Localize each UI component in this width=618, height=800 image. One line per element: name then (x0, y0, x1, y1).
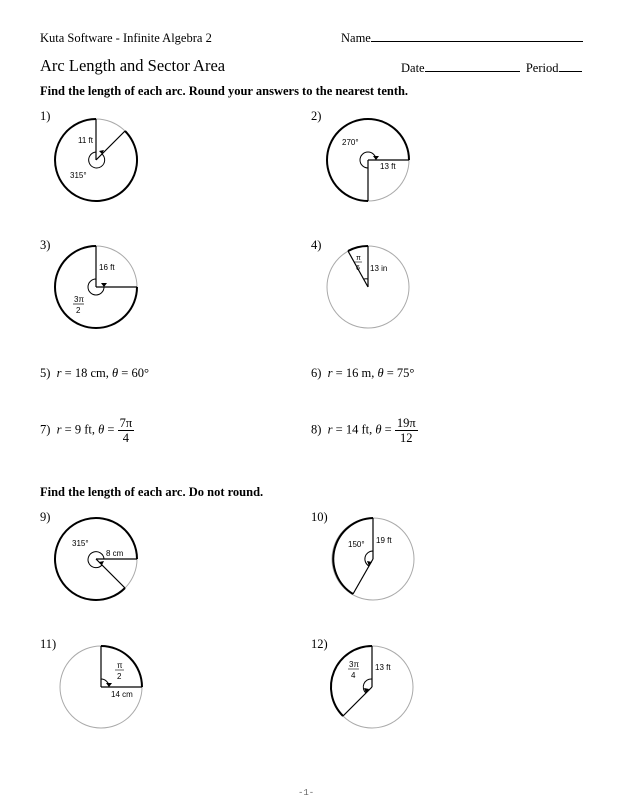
problem-number: 3) (40, 238, 51, 252)
radius-label: 14 cm (111, 690, 133, 699)
angle-numerator: π (356, 255, 361, 262)
section1-instruction: Find the length of each arc. Round your answers to the nearest tenth. (40, 84, 409, 98)
problem-number: 1) (40, 109, 51, 123)
problem-5: 5) r = 18 cm, θ = 60° (40, 366, 149, 380)
angle-numerator: 3π (349, 660, 359, 669)
problem-number: 11) (40, 637, 57, 651)
angle-label: 270° (342, 138, 359, 147)
angle-denominator: 2 (117, 672, 122, 681)
angle-label: 315° (72, 539, 89, 548)
problem-number: 9) (40, 510, 51, 524)
angle-denominator: 4 (351, 671, 356, 680)
page-title: Arc Length and Sector Area (40, 56, 226, 75)
radius-label: 13 in (370, 264, 388, 273)
angle-fraction: $\frac{19\pi}{12}$ (396, 416, 416, 445)
angle-denominator: 6 (356, 265, 360, 272)
software-label: Kuta Software - Infinite Algebra 2 (40, 31, 212, 45)
angle-fraction: $\frac{7\pi}{4}$ (119, 416, 133, 445)
angle-label: 315° (70, 171, 87, 180)
angle-label: 150° (348, 540, 365, 549)
problem-number: 2) (311, 109, 322, 123)
problem-8: 8) r = 14 ft, θ = $\frac{19\pi}{12}$ (311, 416, 416, 445)
radius-label: 8 cm (106, 549, 124, 558)
problem-number: 4) (311, 238, 322, 252)
name-label: Name (341, 31, 371, 45)
radius-label: 19 ft (376, 536, 392, 545)
radius-label: 16 ft (99, 263, 115, 272)
problem-number: 12) (311, 637, 328, 651)
period-label: Period (525, 61, 559, 75)
radius-label: 13 ft (380, 162, 396, 171)
radius-label: 11 ft (78, 136, 93, 145)
problem-number: 10) (311, 510, 328, 524)
date-label: Date (401, 61, 425, 75)
problem-6: 6) r = 16 m, θ = 75° (311, 366, 415, 380)
section2-instruction: Find the length of each arc. Do not round. (40, 485, 264, 499)
page-number: -1- (298, 788, 315, 798)
radius-label: 13 ft (375, 663, 391, 672)
problem-7: 7) r = 9 ft, θ = $\frac{7\pi}{4}$ (40, 416, 133, 445)
angle-numerator: 3π (74, 295, 84, 304)
angle-denominator: 2 (76, 306, 81, 315)
angle-numerator: π (117, 661, 123, 670)
